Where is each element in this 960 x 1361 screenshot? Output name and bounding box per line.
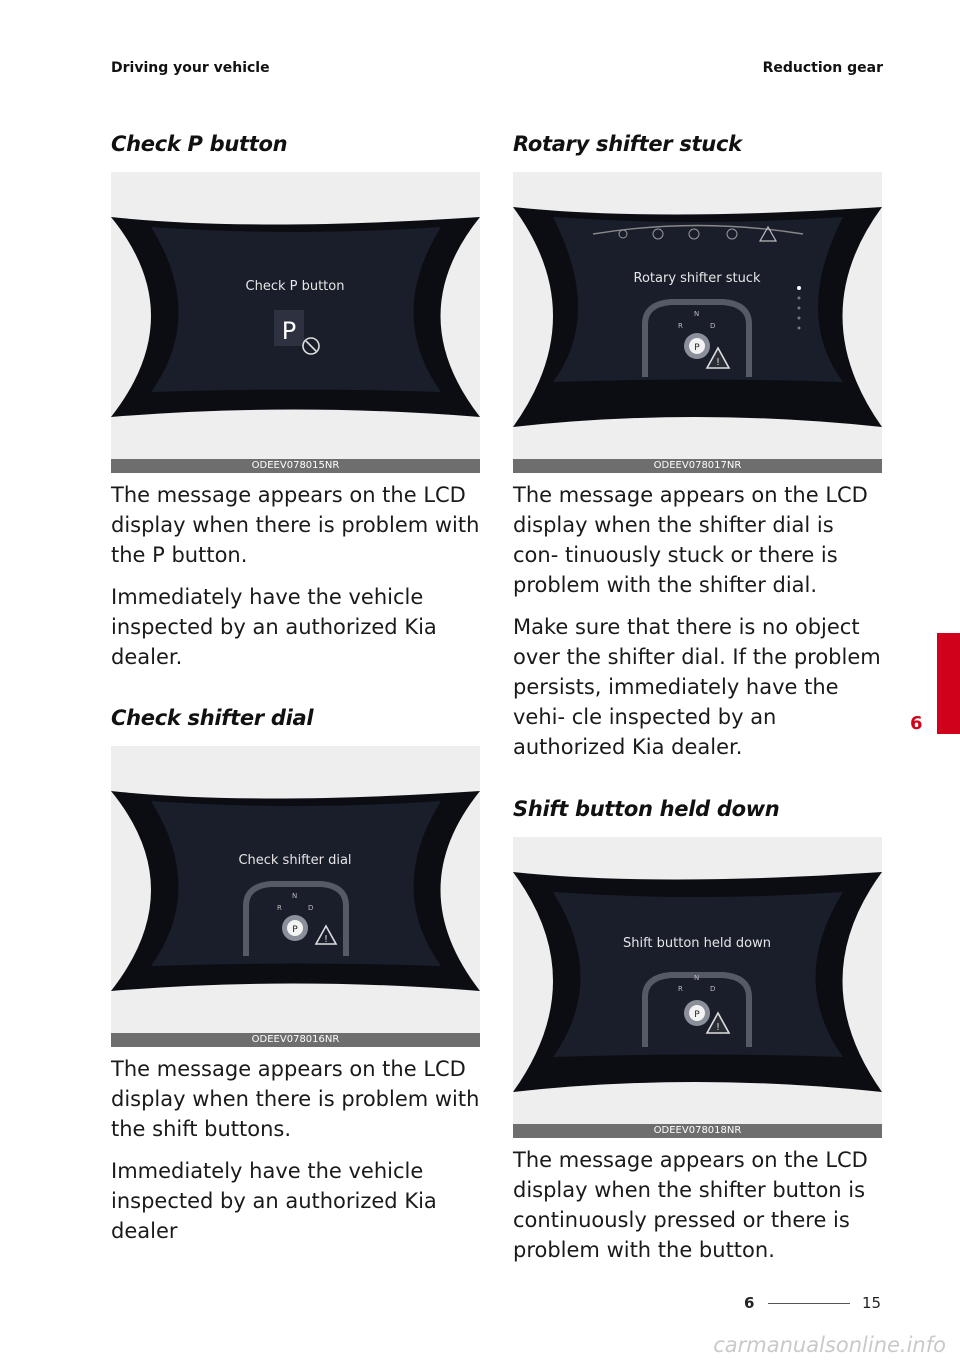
lcd-message-text: Check P button [245, 279, 345, 294]
dial-p-button: P [292, 925, 298, 935]
page-number-rule [768, 1303, 850, 1304]
watermark: carmanualsonline.info [713, 1333, 946, 1357]
body-shift-button-held-down [513, 1145, 885, 1277]
body-check-p-button [111, 480, 483, 684]
heading-check-p-button: Check P button [111, 132, 288, 156]
dial-d: D [308, 904, 314, 912]
figure-caption: ODEEV078016NR [111, 1033, 480, 1047]
dial-n: N [694, 974, 700, 982]
running-header-chapter: Driving your vehicle [111, 60, 270, 76]
paragraph: Make sure that there is no object over the shifter dial. If the problem persists, immediately have the vehi- cle inspected by an authorized Kia dealer. [513, 615, 881, 759]
dial-d: D [710, 322, 716, 330]
body-rotary-shifter-stuck [513, 480, 885, 774]
paragraph: The message appears on the LCD display when the shifter dial is con- tinuously stuck or there is problem with the shifter dial. [513, 483, 868, 597]
dial-n: N [292, 892, 298, 900]
heading-check-shifter-dial: Check shifter dial [111, 706, 314, 730]
paragraph: Immediately have the vehicle inspected by an authorized Kia dealer [111, 1159, 437, 1243]
figure-shift-button-held-down [513, 837, 882, 1138]
paragraph: The message appears on the LCD display when the shifter button is continuously pressed or there is problem with the button. [513, 1148, 868, 1262]
paragraph: The message appears on the LCD display when there is problem with the P button. [111, 483, 480, 567]
lcd-message-text: Shift button held down [622, 936, 772, 951]
figure-caption: ODEEV078015NR [111, 459, 480, 473]
paragraph: The message appears on the LCD display when there is problem with the shift buttons. [111, 1057, 480, 1141]
lcd-screen-illustration [513, 837, 882, 1124]
figure-caption: ODEEV078018NR [513, 1124, 882, 1138]
warning-mark: ! [715, 1022, 721, 1033]
dial-n: N [694, 310, 700, 318]
body-check-shifter-dial [111, 1054, 483, 1258]
p-letter: P [281, 317, 297, 345]
dial-p-button: P [694, 343, 700, 353]
figure-check-shifter-dial [111, 746, 480, 1047]
lcd-screen-illustration [111, 746, 480, 1033]
lcd-screen-illustration [513, 172, 882, 459]
dial-r: R [678, 322, 683, 330]
lcd-screen-illustration [111, 172, 480, 459]
chapter-tab-number: 6 [910, 713, 923, 734]
warning-mark: ! [715, 357, 721, 368]
chapter-tab-marker [937, 633, 960, 734]
lcd-message-text: Rotary shifter stuck [633, 271, 761, 286]
warning-mark: ! [323, 934, 329, 945]
dial-r: R [277, 904, 282, 912]
dial-d: D [710, 985, 716, 993]
page-chapter-number: 6 [744, 1294, 755, 1312]
dial-r: R [678, 985, 683, 993]
lcd-message-text: Check shifter dial [238, 853, 352, 868]
dial-p-button: P [694, 1010, 700, 1020]
heading-shift-button-held-down: Shift button held down [513, 797, 780, 821]
running-header-section: Reduction gear [762, 60, 883, 76]
figure-rotary-shifter-stuck [513, 172, 882, 473]
figure-caption: ODEEV078017NR [513, 459, 882, 473]
paragraph: Immediately have the vehicle inspected by an authorized Kia dealer. [111, 585, 437, 669]
page-number: 15 [862, 1294, 882, 1312]
figure-check-p-button [111, 172, 480, 473]
heading-rotary-shifter-stuck: Rotary shifter stuck [513, 132, 742, 156]
